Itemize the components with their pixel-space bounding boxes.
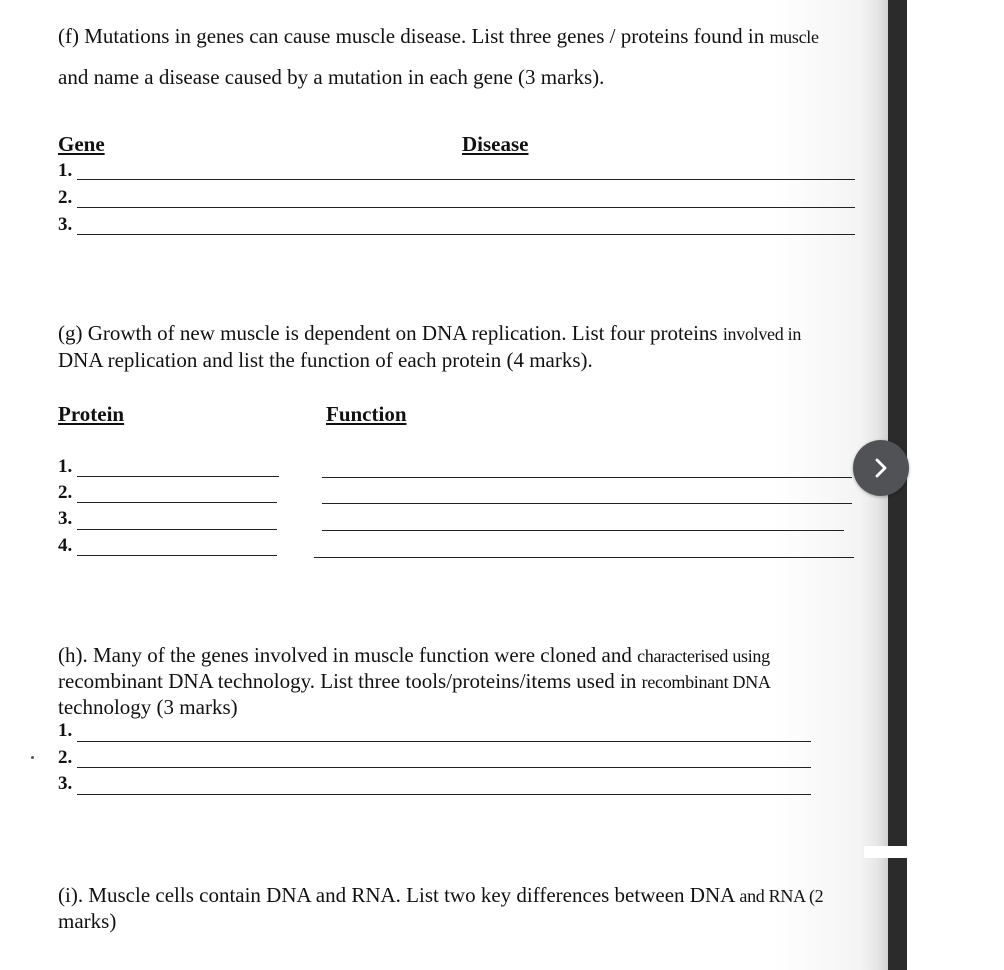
page-gap: [864, 846, 908, 858]
h-item-1-number: 1.: [58, 720, 73, 741]
question-f-line-2: and name a disease caused by a mutation in each gene (3 marks).: [58, 65, 605, 89]
g-protein-line-4[interactable]: [77, 555, 277, 556]
g-item-1-number: 1.: [58, 456, 73, 477]
header-function: Function: [326, 402, 407, 426]
f-item-1-number: 1.: [58, 160, 73, 181]
g-function-line-3[interactable]: [322, 530, 844, 531]
g-protein-line-1[interactable]: [77, 476, 279, 477]
h-item-2-number: 2.: [58, 747, 73, 768]
question-i-line-2: marks): [58, 909, 117, 933]
f-answer-line-3[interactable]: [77, 234, 855, 235]
header-protein: Protein: [58, 402, 125, 426]
chevron-right-icon: [870, 457, 892, 479]
g-function-line-4[interactable]: [314, 557, 854, 558]
g-item-3-number: 3.: [58, 508, 73, 529]
f-item-3-number: 3.: [58, 214, 73, 235]
g-item-2-number: 2.: [58, 482, 73, 503]
question-h-line-3: technology (3 marks): [58, 695, 238, 719]
question-h-line-2: recombinant DNA technology. List three tools/proteins/items used in recombinant DNA: [58, 669, 771, 693]
page-binding-strip: [888, 0, 907, 848]
f-answer-line-2[interactable]: [77, 207, 855, 208]
question-f-line-1: (f) Mutations in genes can cause muscle disease. List three genes / proteins found in muscle: [58, 24, 819, 48]
next-page-button[interactable]: [853, 440, 909, 496]
g-function-line-2[interactable]: [322, 503, 852, 504]
h-answer-line-3[interactable]: [77, 794, 811, 795]
question-g-line-2: DNA replication and list the function of each protein (4 marks).: [58, 348, 593, 372]
header-gene: Gene: [58, 132, 105, 156]
stray-mark: [31, 756, 34, 759]
question-i-line-1: (i). Muscle cells contain DNA and RNA. List two key differences between DNA and RNA (2: [58, 883, 824, 907]
h-answer-line-2[interactable]: [77, 767, 811, 768]
question-h-line-1: (h). Many of the genes involved in muscle function were cloned and characterised using: [58, 643, 770, 667]
f-item-2-number: 2.: [58, 187, 73, 208]
g-protein-line-2[interactable]: [77, 502, 277, 503]
f-answer-line-1[interactable]: [77, 179, 855, 180]
question-g-line-1: (g) Growth of new muscle is dependent on DNA replication. List four proteins involved in: [58, 321, 802, 345]
g-item-4-number: 4.: [58, 535, 73, 556]
h-item-3-number: 3.: [58, 773, 73, 794]
g-function-line-1[interactable]: [322, 477, 852, 478]
g-protein-line-3[interactable]: [77, 529, 277, 530]
page-binding-strip-lower: [888, 858, 907, 970]
h-answer-line-1[interactable]: [77, 741, 811, 742]
header-disease: Disease: [462, 132, 529, 156]
